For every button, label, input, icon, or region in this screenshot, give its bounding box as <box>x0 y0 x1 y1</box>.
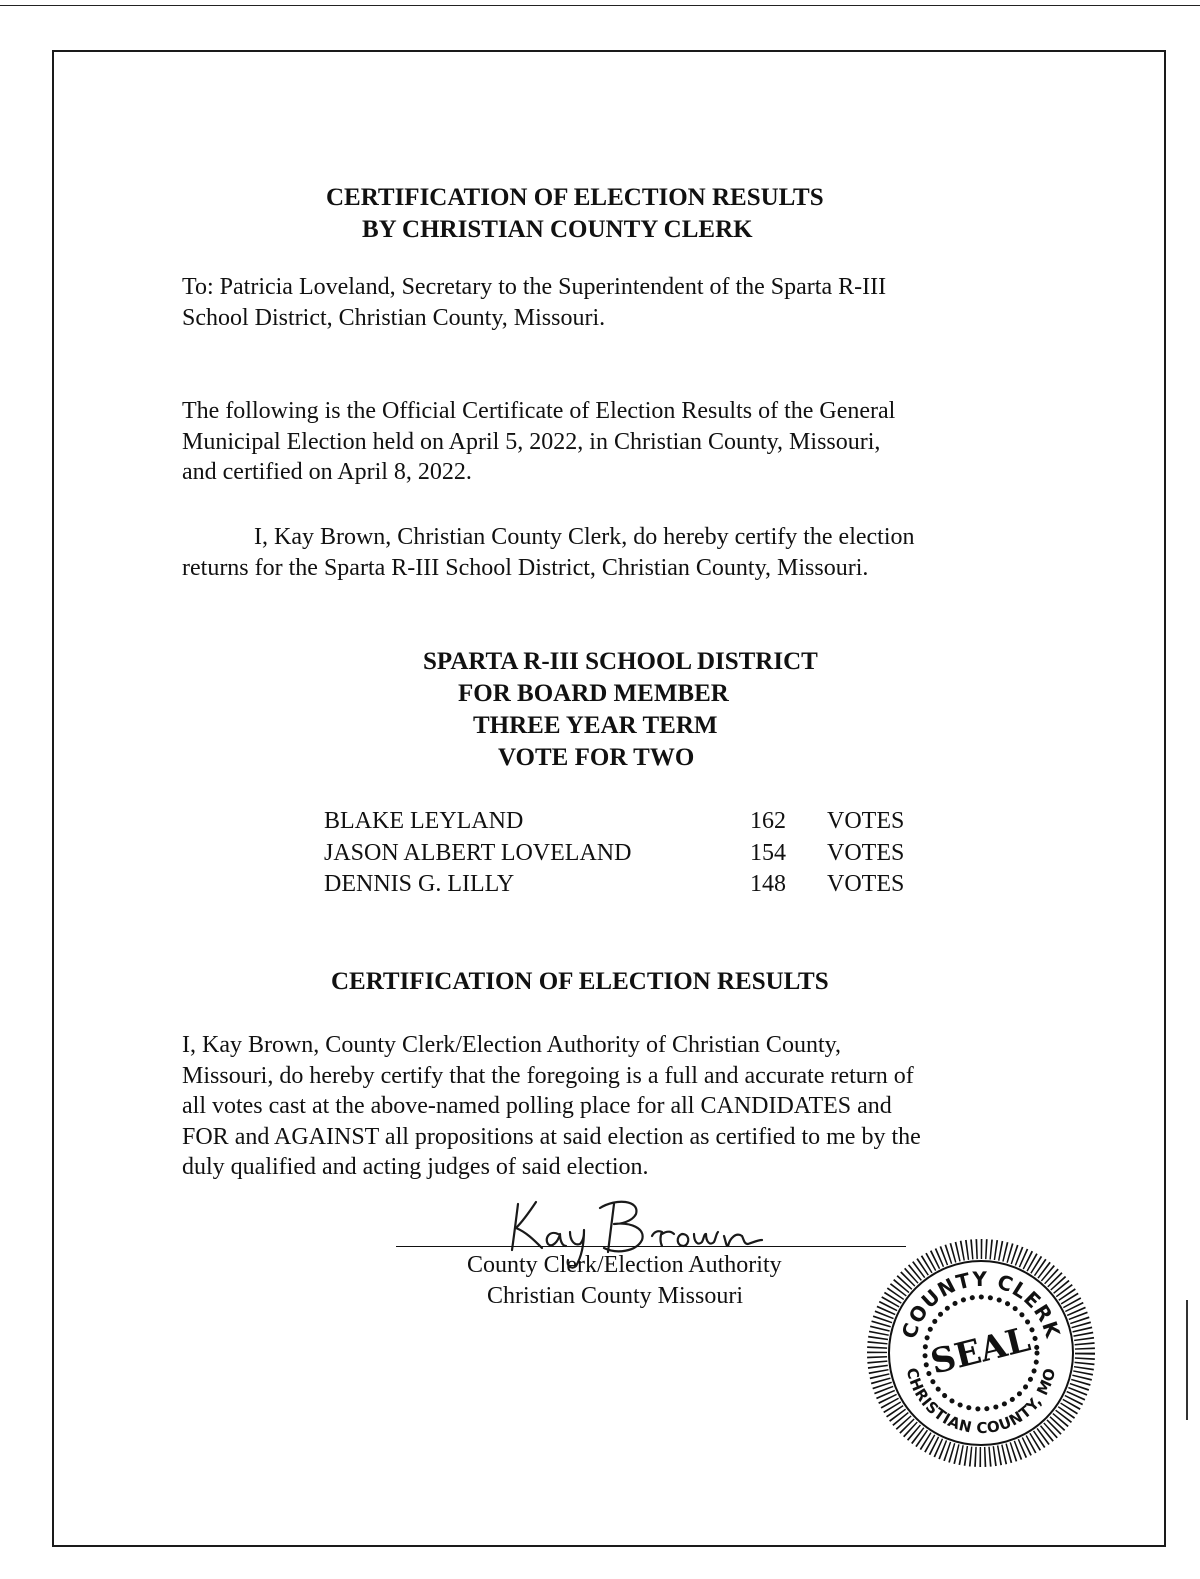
intro-line: Municipal Election held on April 5, 2022, in Christian County, Missouri, <box>182 428 881 455</box>
certification-line: all votes cast at the above-named polling place for all CANDIDATES and <box>182 1093 892 1119</box>
certification-line: Missouri, do hereby certify that the foregoing is a full and accurate return of <box>182 1062 914 1089</box>
vote-count: 154 <box>750 839 786 866</box>
edge-mark <box>1186 1300 1188 1420</box>
certification-line: I, Kay Brown, County Clerk/Election Authority of Christian County, <box>182 1032 842 1058</box>
signature-line <box>396 1246 906 1247</box>
certify-returns-paragraph <box>182 522 915 583</box>
vote-unit: VOTES <box>827 808 905 834</box>
vote-count: 148 <box>750 871 786 897</box>
candidate-name: DENNIS G. LILLY <box>324 871 515 897</box>
certification-line: duly qualified and acting judges of said election. <box>182 1154 649 1180</box>
seal-top-text: COUNTY CLERK <box>896 1266 1066 1342</box>
signature-title: County Clerk/Election Authority <box>467 1252 782 1278</box>
race-vote-for: VOTE FOR TWO <box>498 744 695 771</box>
top-scan-rule <box>0 5 1200 6</box>
race-office: FOR BOARD MEMBER <box>458 680 729 707</box>
race-term: THREE YEAR TERM <box>473 712 718 739</box>
vote-unit: VOTES <box>827 839 905 866</box>
certify-returns-line: I, Kay Brown, Christian County Clerk, do hereby certify the election <box>254 524 915 550</box>
candidate-name: BLAKE LEYLAND <box>324 808 524 834</box>
seal-bottom-text: CHRISTIAN COUNTY, MO <box>902 1365 1060 1438</box>
certify-returns-line: returns for the Sparta R-III School District, Christian County, Missouri. <box>182 554 869 581</box>
county-clerk-seal <box>866 1238 1096 1468</box>
addressee-paragraph <box>182 272 886 333</box>
document-subtitle: BY CHRISTIAN COUNTY CLERK <box>362 216 753 243</box>
certification-paragraph <box>182 1030 921 1183</box>
vote-unit: VOTES <box>827 871 905 897</box>
intro-line: The following is the Official Certificate of Election Results of the General <box>182 398 896 424</box>
addressee-line: To: Patricia Loveland, Secretary to the Superintendent of the Sparta R-III <box>182 274 887 300</box>
signature-jurisdiction: Christian County Missouri <box>487 1283 744 1309</box>
intro-paragraph <box>182 396 895 488</box>
addressee-line: School District, Christian County, Missouri. <box>182 304 606 331</box>
certification-line: FOR and AGAINST all propositions at said election as certified to me by the <box>182 1123 921 1150</box>
seal-center-text: SEAL <box>926 1319 1035 1383</box>
document-title: CERTIFICATION OF ELECTION RESULTS <box>326 184 824 211</box>
candidate-name: JASON ALBERT LOVELAND <box>324 839 632 866</box>
intro-line: and certified on April 8, 2022. <box>182 459 472 485</box>
race-district: SPARTA R-III SCHOOL DISTRICT <box>423 648 818 675</box>
certification-heading: CERTIFICATION OF ELECTION RESULTS <box>331 968 829 995</box>
vote-count: 162 <box>750 808 786 834</box>
